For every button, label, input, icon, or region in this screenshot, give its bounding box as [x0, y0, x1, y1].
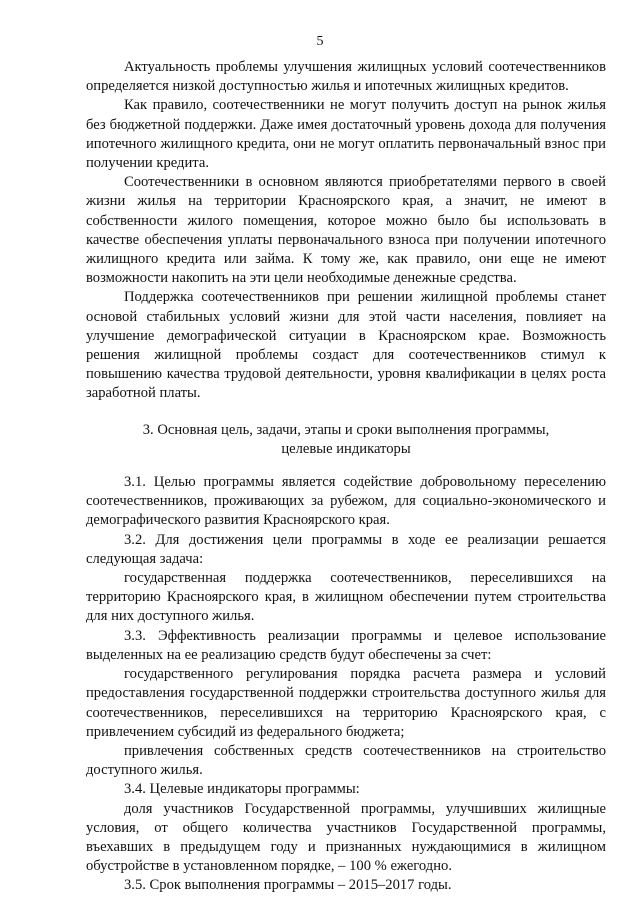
section-paragraph-3-4: 3.4. Целевые индикаторы программы:: [124, 781, 360, 798]
intro-paragraph-4: Поддержка соотечественников при решении жилищной проблемы станет основой стабильных условий жизни для этой части населения, повлияет на улучшение демографической ситуации в Красноярском крае. Возможность решения жилищной проблемы создаст для соотечественников стимул к повышению качества трудовой деятельности, уровня квалификации в целях роста заработной платы.: [86, 289, 606, 402]
section-heading-line-2: целевые индикаторы: [281, 440, 411, 457]
section-paragraph-3-3: 3.3. Эффективность реализации программы и целевое использование выделенных на ее реализацию средств будут обеспечены за счет:: [86, 627, 606, 663]
section-paragraph-3-5: 3.5. Срок выполнения программы – 2015–2017 годы.: [124, 877, 452, 894]
document-body: [86, 58, 606, 896]
intro-paragraph-2: Как правило, соотечественники не могут получить доступ на рынок жилья без бюджетной поддержки. Даже имея достаточный уровень дохода для получения ипотечного жилищного кредита, они не могут оплатить первоначальный взнос при получении кредита.: [86, 97, 606, 172]
section-paragraph-indicator: доля участников Государственной программы, улучшивших жилищные условия, от общего количества участников Государственной программы, въехавших в предыдущем году и признанных нуждающимися в жилищном обустройстве в установленном порядке, – 100 % ежегодно.: [86, 800, 606, 875]
section-paragraph-own-funds: привлечения собственных средств соотечественников на строительство доступного жилья.: [86, 742, 606, 779]
section-paragraph-regulation: государственного регулирования порядка расчета размера и условий предоставления государственной поддержки строительства доступного жилья для соотечественников, переселившихся на территорию Красноярского края, с привлечением субсидий из федерального бюджета;: [86, 666, 606, 740]
section-heading: [86, 421, 606, 459]
section-paragraph-3-1: 3.1. Целью программы является содействие добровольному переселению соотечественников, проживающих за рубежом, для социально-экономического и демографического развития Красноярского края.: [86, 474, 606, 529]
intro-paragraph-1: Актуальность проблемы улучшения жилищных условий соотечественников определяется низкой доступностью жилья и ипотечных жилищных кредитов.: [86, 59, 606, 95]
section-heading-line-1: 3. Основная цель, задачи, этапы и сроки выполнения программы,: [142, 421, 550, 438]
section-paragraph-task: государственная поддержка соотечественников, переселившихся на территорию Красноярского края, в жилищном обеспечении путем строительства для них доступного жилья.: [86, 570, 606, 625]
intro-paragraph-3: Соотечественники в основном являются приобретателями первого в своей жизни жилья на территории Красноярского края, а значит, не имеют в собственности жилого помещения, которое можно было бы использовать в качестве обеспечения уплаты первоначального взноса при получении ипотечного жилищного кредита или займа. К тому же, как правило, они еще не имеют возможности накопить на эти цели необходимые денежные средства.: [86, 174, 606, 287]
page-number: 5: [316, 34, 324, 49]
section-paragraph-3-2: 3.2. Для достижения цели программы в ходе ее реализации решается следующая задача:: [86, 531, 606, 567]
